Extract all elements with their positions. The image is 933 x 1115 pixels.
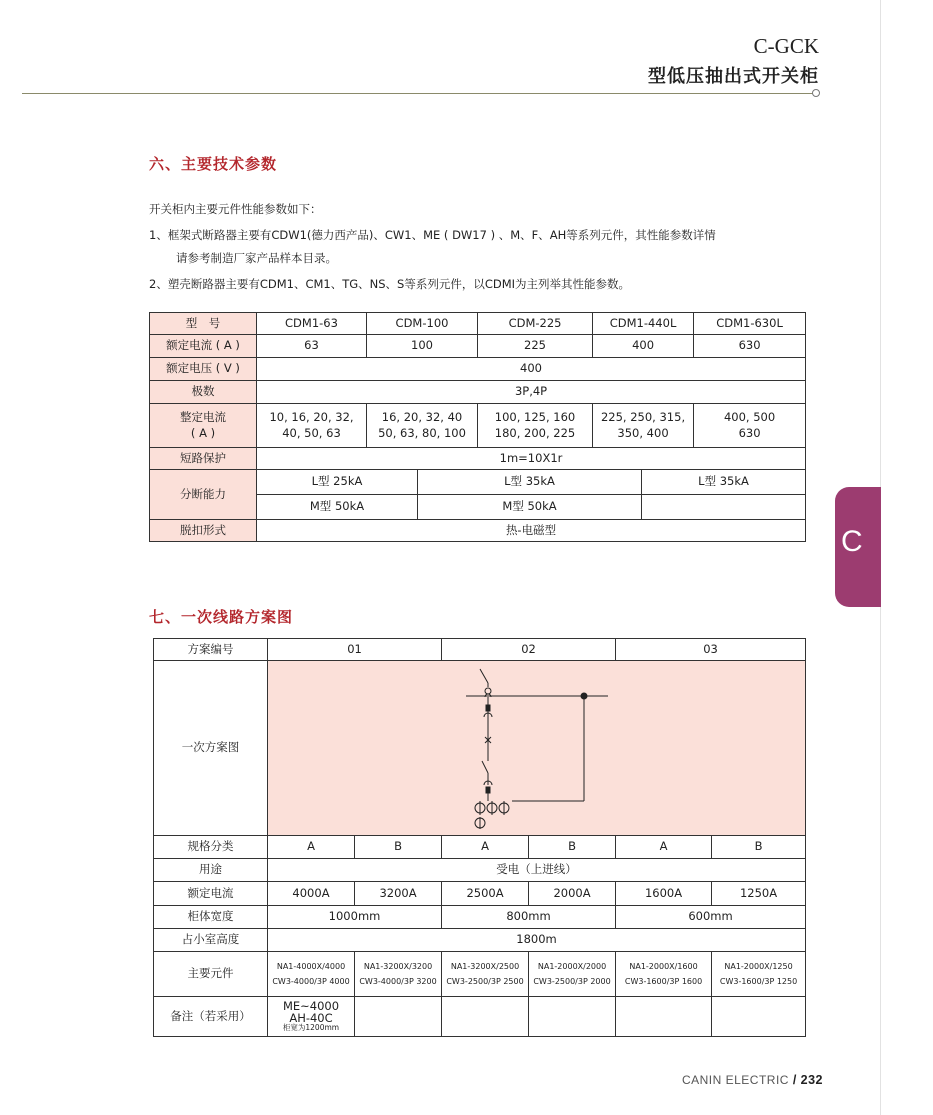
component-cell [529, 952, 616, 997]
component-cell [268, 952, 355, 997]
rated-current-cell: 400 [593, 335, 694, 358]
component-cell [616, 952, 712, 997]
model-cell: CDM-100 [367, 313, 478, 335]
component-line-2: CW3-1600/3P 1600 [624, 977, 703, 986]
spec-class-cell: A [616, 836, 712, 859]
remarks-empty [442, 997, 529, 1037]
spec-class-cell: B [529, 836, 616, 859]
scheme-no-cell: 02 [442, 639, 616, 661]
page-number: 232 [800, 1073, 823, 1087]
cabinet-width-label: 柜体宽度 [154, 906, 268, 929]
setting-current-line-1: 10, 16, 20, 32, [269, 409, 354, 424]
remarks-line-3: 柜宽为1200mm [282, 1023, 340, 1033]
circuit-diagram [268, 661, 806, 834]
setting-current-cell [694, 404, 806, 448]
remarks-empty [712, 997, 806, 1037]
spec-class-label: 规格分类 [154, 836, 268, 859]
para-1-line-1: 1、框架式断路器主要有CDW1(德力西产品)、CW1、ME ( DW17 ) 、M、F、AH等系列元件，其性能参数详情 [149, 228, 716, 242]
short-circuit-label: 短路保护 [150, 448, 257, 470]
header-model: C-GCK [753, 34, 819, 58]
rated-current-cell: 225 [478, 335, 593, 358]
rated-voltage-label: 额定电压 ( V ) [150, 358, 257, 381]
spec-class-cell: B [712, 836, 806, 859]
setting-current-cell [478, 404, 593, 448]
rated-current-cell: 3200A [355, 882, 442, 906]
breaking-l-cell: L型 35kA [418, 470, 642, 495]
component-cell [355, 952, 442, 997]
rated-current-cell: 630 [694, 335, 806, 358]
rated-current-cell: 100 [367, 335, 478, 358]
scheme-table [153, 638, 806, 1037]
breaking-capacity-label: 分断能力 [150, 470, 257, 520]
cabinet-width-cell: 1000mm [268, 906, 442, 929]
component-line-2: CW3-2500/3P 2000 [533, 977, 611, 986]
poles-label: 极数 [150, 381, 257, 404]
rated-current-cell: 2000A [529, 882, 616, 906]
setting-current-label-line-2: ( A ) [190, 425, 216, 440]
scheme-no-cell: 03 [616, 639, 806, 661]
header-rule-dot [812, 89, 820, 97]
setting-current-label-line-1: 整定电流 [180, 409, 226, 424]
setting-current-line-1: 400, 500 [723, 409, 776, 424]
rated-current-cell: 1600A [616, 882, 712, 906]
model-cell: CDM1-440L [593, 313, 694, 335]
component-line-1: NA1-2000X/2000 [537, 961, 607, 971]
compartment-height-value: 1800m [268, 929, 806, 952]
component-line-1: NA1-4000X/4000 [276, 961, 346, 971]
param-table [149, 312, 806, 542]
setting-current-line-2: 180, 200, 225 [494, 425, 576, 440]
rated-current-cell: 2500A [442, 882, 529, 906]
component-line-2: CW3-4000/3P 4000 [272, 977, 350, 986]
cabinet-width-cell: 800mm [442, 906, 616, 929]
setting-current-cell [367, 404, 478, 448]
rated-current-cell: 63 [257, 335, 367, 358]
setting-current-line-2: 630 [738, 425, 761, 440]
breaking-m-cell: M型 50kA [257, 495, 418, 520]
setting-current-line-2: 50, 63, 80, 100 [378, 425, 466, 440]
component-line-1: NA1-2000X/1600 [629, 961, 698, 971]
scheme-no-cell: 01 [268, 639, 442, 661]
component-line-2: CW3-4000/3P 3200 [359, 977, 437, 986]
component-cell [712, 952, 806, 997]
header-title: 型低压抽出式开关柜 [648, 66, 819, 87]
circuit-diagram-cell [268, 661, 806, 836]
intro-text: 开关柜内主要元件性能参数如下： [149, 202, 322, 216]
para-2: 2、塑壳断路器主要有CDM1、CM1、TG、NS、S等系列元件，以CDMI为主列举其性能参数。 [149, 277, 631, 291]
main-components-label: 主要元件 [154, 952, 268, 997]
para-1-line-2: 请参考制造厂家产品样本目录。 [176, 251, 337, 265]
trip-type-label: 脱扣形式 [150, 520, 257, 542]
footer-brand: CANIN ELECTRIC [681, 1073, 789, 1087]
breaking-l-cell: L型 35kA [642, 470, 806, 495]
rated-voltage-value: 400 [257, 358, 806, 381]
model-cell: CDM1-63 [257, 313, 367, 335]
rated-current-cell: 4000A [268, 882, 355, 906]
header-rule [22, 93, 815, 94]
compartment-height-label: 占小室高度 [154, 929, 268, 952]
scheme-no-label: 方案编号 [154, 639, 268, 661]
poles-value: 3P,4P [257, 381, 806, 404]
model-label: 型 号 [150, 313, 257, 335]
setting-current-line-1: 100, 125, 160 [494, 409, 576, 424]
trip-type-value: 热-电磁型 [257, 520, 806, 542]
remarks-empty [529, 997, 616, 1037]
breaking-l-cell: L型 25kA [257, 470, 418, 495]
model-cell: CDM1-630L [694, 313, 806, 335]
remarks-empty [355, 997, 442, 1037]
component-cell [442, 952, 529, 997]
short-circuit-value: 1m=10X1r [257, 448, 806, 470]
footer-separator: / [792, 1073, 797, 1087]
section-6-title: 六、主要技术参数 [149, 155, 278, 173]
rated-current-cell: 1250A [712, 882, 806, 906]
remarks-cell [268, 997, 355, 1037]
component-line-1: NA1-3200X/2500 [450, 961, 520, 971]
spec-class-cell: A [442, 836, 529, 859]
component-line-2: CW3-1600/3P 1250 [719, 977, 798, 986]
breaking-m-cell: M型 50kA [418, 495, 642, 520]
rated-current-label: 额定电流 ( A ) [150, 335, 257, 358]
section-tab-letter: C [841, 525, 863, 558]
spec-class-cell: A [268, 836, 355, 859]
section-tab[interactable] [835, 487, 881, 607]
setting-current-line-2: 350, 400 [617, 425, 669, 440]
component-line-2: CW3-2500/3P 2500 [446, 977, 524, 986]
setting-current-line-1: 16, 20, 32, 40 [381, 409, 463, 424]
component-line-1: NA1-3200X/3200 [363, 961, 433, 971]
usage-label: 用途 [154, 859, 268, 882]
section-7-title: 七、一次线路方案图 [149, 608, 294, 626]
remarks-line-1: ME~4000 [282, 999, 340, 1014]
setting-current-line-2: 40, 50, 63 [282, 425, 341, 440]
usage-value: 受电（上进线） [268, 859, 806, 882]
component-line-1: NA1-2000X/1250 [724, 961, 793, 971]
remarks-empty [616, 997, 712, 1037]
diagram-label: 一次方案图 [154, 661, 268, 836]
footer [682, 1073, 823, 1087]
setting-current-cell [257, 404, 367, 448]
remarks-label: 备注（若采用） [154, 997, 268, 1037]
model-cell: CDM-225 [478, 313, 593, 335]
remarks-line-2: AH-40C [289, 1010, 333, 1025]
setting-current-line-1: 225, 250, 315, [600, 409, 686, 424]
spec-class-cell: B [355, 836, 442, 859]
breaking-m-cell [642, 495, 806, 520]
setting-current-cell [593, 404, 694, 448]
cabinet-width-cell: 600mm [616, 906, 806, 929]
setting-current-label [150, 404, 257, 448]
rated-current-label: 额定电流 [154, 882, 268, 906]
